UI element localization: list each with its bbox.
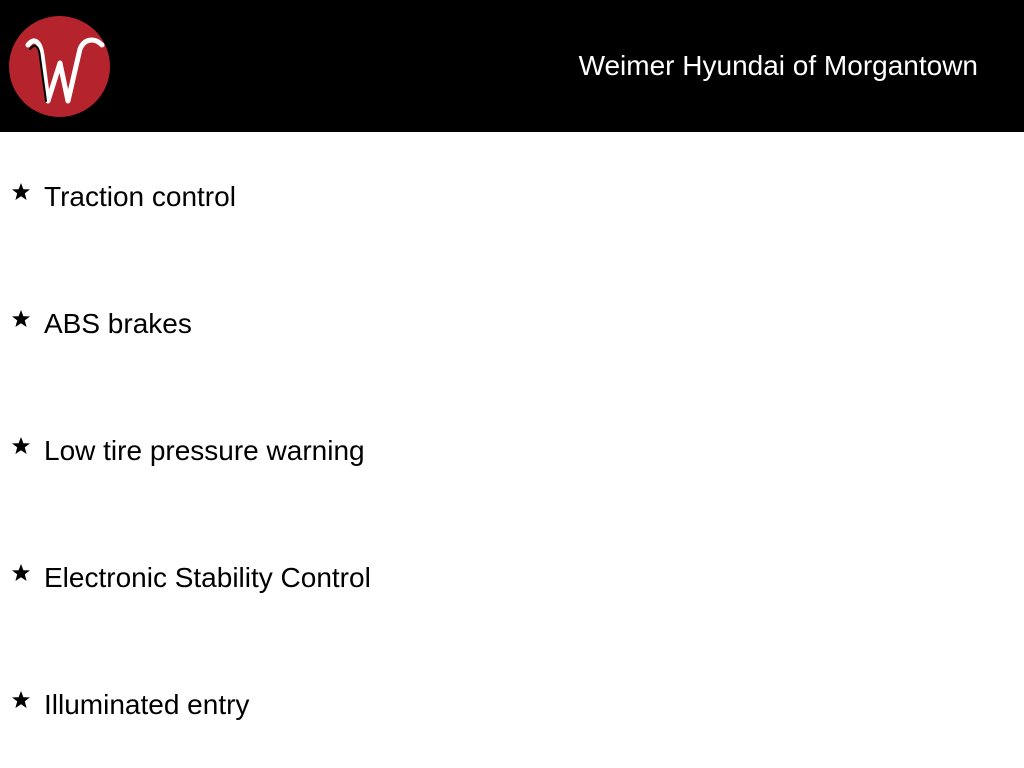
- feature-label: Illuminated entry: [44, 689, 250, 720]
- feature-label: ABS brakes: [44, 308, 192, 339]
- star-icon: [11, 563, 31, 583]
- star-icon: [11, 690, 31, 710]
- page-title: Weimer Hyundai of Morgantown: [578, 50, 978, 81]
- star-icon: [11, 436, 31, 456]
- feature-label: Traction control: [44, 181, 236, 212]
- star-icon: [11, 309, 31, 329]
- list-item: [0, 688, 1000, 728]
- header-bar: [0, 0, 1024, 132]
- list-item: [0, 561, 1000, 601]
- list-item: [0, 180, 1000, 220]
- feature-label: Electronic Stability Control: [44, 562, 371, 593]
- star-icon: [11, 182, 31, 202]
- list-item: [0, 434, 1000, 474]
- weimer-logo-icon: [8, 15, 111, 118]
- list-item: [0, 307, 1000, 347]
- feature-label: Low tire pressure warning: [44, 435, 365, 466]
